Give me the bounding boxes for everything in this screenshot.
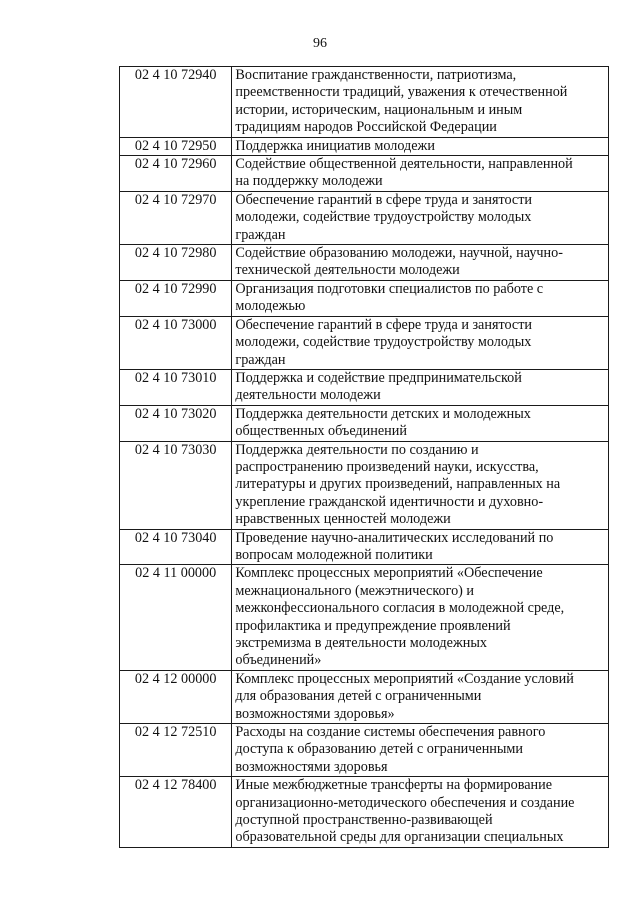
description-line: возможностями здоровья» — [235, 705, 395, 722]
row-description-cell — [232, 369, 609, 405]
description-line: Поддержка деятельности детских и молодежных — [235, 405, 531, 422]
table-row — [120, 191, 609, 244]
description-line: граждан — [235, 226, 286, 243]
table-body — [120, 67, 609, 848]
description-line: вопросам молодежной политики — [235, 546, 433, 563]
row-description-cell — [232, 441, 609, 529]
row-description-cell — [232, 565, 609, 670]
row-description-cell — [232, 316, 609, 369]
row-description-cell — [232, 670, 609, 723]
description-line: доступа к образованию детей с ограниченными — [235, 741, 523, 758]
table-row — [120, 67, 609, 138]
table-row — [120, 280, 609, 316]
description-line: возможностями здоровья — [235, 758, 388, 775]
row-code-cell: 02 4 10 72970 — [120, 191, 232, 244]
description-line: экстремизма в деятельности молодежных — [235, 635, 487, 651]
table-row — [120, 724, 609, 777]
description-line: организационно-методического обеспечения и создание — [235, 794, 575, 811]
page-number: 96 — [313, 36, 327, 51]
description-line: профилактика и предупреждение проявлений — [235, 617, 511, 634]
row-description-cell — [232, 137, 609, 155]
table-row — [120, 670, 609, 723]
table-row — [120, 245, 609, 281]
row-code-cell: 02 4 10 72940 — [120, 67, 232, 138]
description-line: Проведение научно-аналитических исследований по — [235, 529, 554, 546]
description-line: распространению произведений науки, искусства, — [235, 458, 539, 475]
description-line: технической деятельности молодежи — [235, 262, 460, 279]
description-line: Поддержка деятельности по созданию и — [235, 441, 479, 458]
row-description-cell — [232, 67, 609, 138]
description-line: молодежью — [235, 298, 306, 315]
table-row — [120, 316, 609, 369]
description-line: Иные межбюджетные трансферты на формирование — [235, 777, 553, 794]
table-row — [120, 156, 609, 192]
description-line: доступной пространственно-развивающей — [235, 812, 493, 829]
row-code-cell: 02 4 10 72950 — [120, 137, 232, 155]
description-line: Поддержка и содействие предпринимательской — [235, 369, 522, 386]
description-line: межнационального (межэтнического) и — [235, 582, 475, 599]
description-line: нравственных ценностей молодежи — [235, 511, 451, 528]
row-description-cell — [232, 405, 609, 441]
row-code-cell: 02 4 12 72510 — [120, 724, 232, 777]
budget-classification-table — [119, 66, 609, 848]
row-description-cell — [232, 245, 609, 281]
description-line: объединений» — [235, 652, 322, 669]
row-code-cell: 02 4 10 72990 — [120, 280, 232, 316]
row-code-cell: 02 4 10 73010 — [120, 369, 232, 405]
table-row — [120, 405, 609, 441]
row-description-cell — [232, 191, 609, 244]
description-line: Комплекс процессных мероприятий «Обеспечение — [235, 565, 543, 582]
table-row — [120, 137, 609, 155]
row-code-cell: 02 4 10 73000 — [120, 316, 232, 369]
description-line: молодежи, содействие трудоустройству молодых — [235, 334, 532, 351]
table-row — [120, 529, 609, 565]
description-line: межконфессионального согласия в молодежной среде, — [235, 600, 565, 617]
description-line: Организация подготовки специалистов по работе с — [235, 280, 544, 297]
description-line: литературы и других произведений, направленных на — [235, 476, 561, 493]
row-code-cell: 02 4 12 00000 — [120, 670, 232, 723]
row-code-cell: 02 4 10 73040 — [120, 529, 232, 565]
description-line: Воспитание гражданственности, патриотизма, — [235, 67, 517, 83]
description-line: укрепление гражданской идентичности и духовно- — [235, 493, 544, 510]
description-line: на поддержку молодежи — [235, 173, 383, 190]
row-code-cell: 02 4 10 72960 — [120, 156, 232, 192]
description-line: граждан — [235, 351, 286, 368]
row-description-cell — [232, 280, 609, 316]
table-row — [120, 565, 609, 670]
description-line: для образования детей с ограниченными — [235, 688, 482, 705]
row-description-cell — [232, 156, 609, 192]
row-description-cell — [232, 724, 609, 777]
row-code-cell: 02 4 12 78400 — [120, 777, 232, 848]
description-line: Комплекс процессных мероприятий «Создание условий — [235, 670, 574, 687]
description-line: образовательной среды для организации специальных — [235, 829, 564, 846]
description-line: Содействие образованию молодежи, научной, научно- — [235, 245, 563, 262]
description-line: преемственности традиций, уважения к отечественной — [235, 84, 568, 101]
description-line: Расходы на создание системы обеспечения равного — [235, 724, 546, 741]
table-row — [120, 777, 609, 848]
description-line: Обеспечение гарантий в сфере труда и занятости — [235, 316, 533, 333]
description-line: Содействие общественной деятельности, направленной — [235, 156, 573, 173]
table-row — [120, 369, 609, 405]
row-code-cell: 02 4 11 00000 — [120, 565, 232, 670]
row-code-cell: 02 4 10 73030 — [120, 441, 232, 529]
row-code-cell: 02 4 10 73020 — [120, 405, 232, 441]
description-line: Поддержка инициатив молодежи — [235, 137, 435, 154]
description-line: молодежи, содействие трудоустройству молодых — [235, 209, 532, 226]
row-code-cell: 02 4 10 72980 — [120, 245, 232, 281]
row-description-cell — [232, 777, 609, 848]
description-line: Обеспечение гарантий в сфере труда и занятости — [235, 191, 533, 208]
description-line: деятельности молодежи — [235, 387, 381, 404]
description-line: истории, историческим, национальным и иным — [235, 101, 523, 118]
table-row — [120, 441, 609, 529]
row-description-cell — [232, 529, 609, 565]
description-line: традициям народов Российской Федерации — [235, 119, 497, 136]
description-line: общественных объединений — [235, 423, 407, 440]
